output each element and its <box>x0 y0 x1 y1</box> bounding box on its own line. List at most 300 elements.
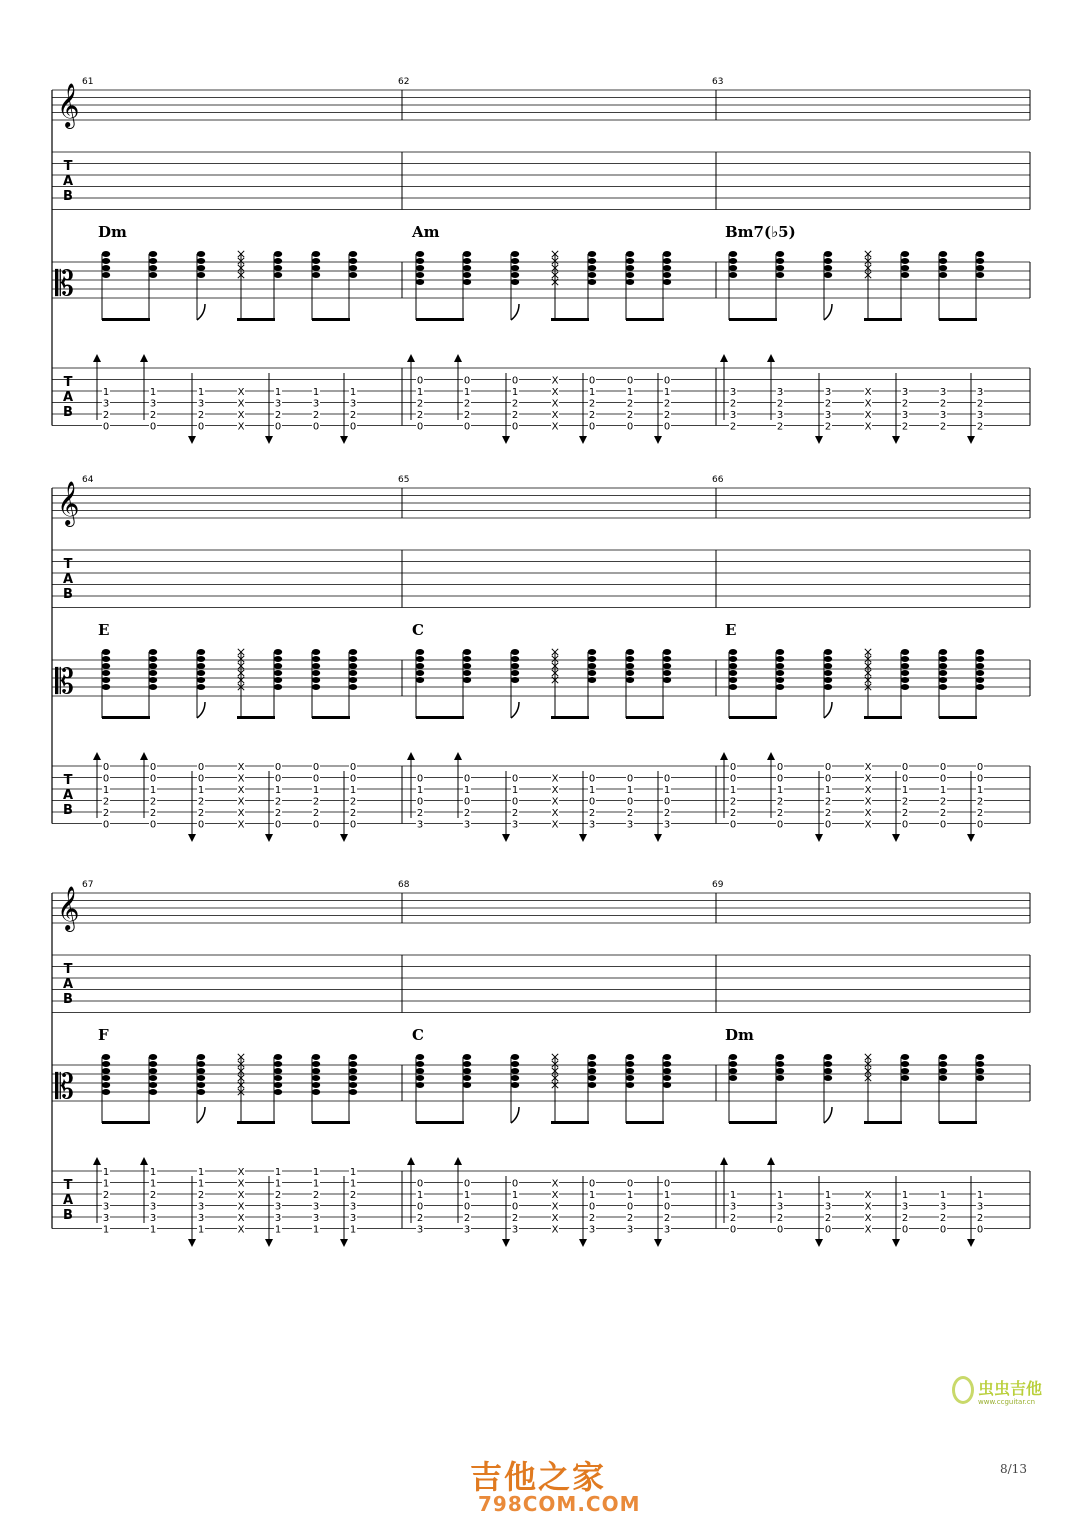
tab-number: 3 <box>901 410 909 421</box>
notehead <box>588 251 596 257</box>
tab-number: 0 <box>976 762 984 773</box>
tab-number: 0 <box>588 773 596 785</box>
notehead <box>416 272 424 278</box>
notehead <box>349 1075 357 1081</box>
notehead <box>901 656 909 662</box>
tab-number: 3 <box>274 1201 282 1213</box>
tab-number: X <box>864 398 872 410</box>
tab-number: 0 <box>197 421 205 433</box>
tab-number: 2 <box>976 398 984 410</box>
notehead <box>729 677 737 683</box>
notehead <box>976 1054 984 1060</box>
notehead <box>463 670 471 676</box>
notehead <box>663 663 671 669</box>
tab-number: X <box>237 762 245 773</box>
tab-label: A <box>62 788 74 803</box>
tab-label: T <box>63 557 73 572</box>
tab-number: 2 <box>729 398 737 410</box>
tab-number: 0 <box>588 1178 596 1190</box>
notehead <box>149 684 157 690</box>
tab-number: 2 <box>976 421 984 433</box>
tab-number: 1 <box>274 387 282 398</box>
notehead <box>776 663 784 669</box>
notehead <box>626 1082 634 1088</box>
tab-number: 0 <box>901 773 909 785</box>
notehead <box>274 1075 282 1081</box>
notehead <box>511 1061 519 1067</box>
beam <box>729 716 777 719</box>
tab-number: 2 <box>776 421 784 433</box>
beam <box>237 1121 275 1124</box>
note-flag <box>824 702 832 718</box>
notehead <box>349 1089 357 1095</box>
tab-number: X <box>237 1201 245 1213</box>
tab-number: 3 <box>626 819 634 831</box>
tab-number: 0 <box>729 762 737 773</box>
strum-down-arrow-icon <box>654 834 662 842</box>
notehead <box>626 279 634 285</box>
notehead <box>197 1089 205 1095</box>
notehead <box>776 258 784 264</box>
tab-number: X <box>237 1167 245 1178</box>
notehead <box>349 272 357 278</box>
notehead <box>312 684 320 690</box>
tab-number: 2 <box>729 808 737 819</box>
tab-number: 3 <box>312 398 320 410</box>
tab-number: 0 <box>102 762 110 773</box>
notehead <box>588 649 596 655</box>
notehead <box>274 1054 282 1060</box>
beam <box>312 1121 350 1124</box>
notehead <box>939 677 947 683</box>
notehead <box>416 1068 424 1074</box>
tab-number: 2 <box>729 796 737 808</box>
notehead <box>588 265 596 271</box>
notehead <box>776 272 784 278</box>
notehead <box>663 1061 671 1067</box>
tab-number: X <box>237 796 245 808</box>
tab-number: 2 <box>588 1213 596 1224</box>
notehead <box>149 656 157 662</box>
notehead <box>588 258 596 264</box>
tab-number: X <box>551 1213 559 1224</box>
notehead <box>976 1075 984 1081</box>
notehead <box>976 1068 984 1074</box>
tab-number: X <box>237 808 245 819</box>
strum-down-arrow-icon <box>967 436 975 444</box>
tab-number: 0 <box>939 1224 947 1236</box>
tab-number: X <box>864 819 872 831</box>
tab-number: 0 <box>663 773 671 785</box>
strum-down-arrow-icon <box>654 436 662 444</box>
tab-number: 0 <box>349 773 357 785</box>
strum-up-arrow-icon <box>454 354 462 362</box>
chord-name: Am <box>412 223 440 241</box>
tab-number: 2 <box>901 398 909 410</box>
notehead <box>939 251 947 257</box>
tab-number: 0 <box>824 762 832 773</box>
notehead <box>149 1054 157 1060</box>
tab-number: 3 <box>197 1201 205 1213</box>
tab-number: 1 <box>197 1178 205 1190</box>
tab-label: A <box>62 390 74 405</box>
tab-number: 0 <box>901 762 909 773</box>
strum-down-arrow-icon <box>892 834 900 842</box>
strum-up-arrow-icon <box>140 752 148 760</box>
notehead <box>901 272 909 278</box>
tab-number: 2 <box>626 808 634 819</box>
tab-number: 2 <box>197 1190 205 1201</box>
notehead <box>312 1068 320 1074</box>
notehead <box>463 649 471 655</box>
tab-number: 3 <box>274 1213 282 1224</box>
notehead <box>729 656 737 662</box>
notehead <box>149 1061 157 1067</box>
strum-up-arrow-icon <box>767 354 775 362</box>
tab-number: 1 <box>312 785 320 796</box>
tab-number: 2 <box>149 808 157 819</box>
tab-number: 0 <box>197 819 205 831</box>
tab-number: 0 <box>416 1201 424 1213</box>
tab-number: X <box>237 421 245 433</box>
note-flag <box>511 702 519 718</box>
notehead <box>197 649 205 655</box>
tab-number: 2 <box>976 1213 984 1224</box>
notehead <box>901 1054 909 1060</box>
tab-number: 1 <box>463 1190 471 1201</box>
beam <box>237 318 275 321</box>
tab-number: 3 <box>149 1213 157 1224</box>
tab-number: 1 <box>312 1178 320 1190</box>
chord-name: Bm7(♭5) <box>725 223 796 241</box>
notehead <box>197 670 205 676</box>
tab-number: 1 <box>312 1224 320 1236</box>
notehead <box>197 1082 205 1088</box>
tab-number: X <box>551 387 559 398</box>
tab-number: 1 <box>976 785 984 796</box>
tab-number: 0 <box>824 1224 832 1236</box>
tab-number: 1 <box>588 387 596 398</box>
tab-number: 0 <box>349 762 357 773</box>
tab-number: 3 <box>102 398 110 410</box>
beam <box>416 318 464 321</box>
tab-number: X <box>551 785 559 796</box>
notehead <box>197 656 205 662</box>
tab-number: X <box>551 375 559 387</box>
tab-number: 2 <box>416 1213 424 1224</box>
tab-number: 1 <box>663 387 671 398</box>
notehead <box>663 258 671 264</box>
strum-down-arrow-icon <box>815 834 823 842</box>
tab-number: 0 <box>663 375 671 387</box>
tab-number: X <box>864 808 872 819</box>
notehead <box>588 1068 596 1074</box>
notehead <box>729 1054 737 1060</box>
notehead <box>312 656 320 662</box>
tab-number: 3 <box>463 1224 471 1236</box>
chord-name: Dm <box>98 223 127 241</box>
notehead <box>349 649 357 655</box>
tab-number: 1 <box>197 1224 205 1236</box>
tab-number: 3 <box>824 1201 832 1213</box>
strum-up-arrow-icon <box>407 1157 415 1165</box>
tab-number: 0 <box>626 375 634 387</box>
tab-number: 1 <box>312 387 320 398</box>
tab-number: 0 <box>626 421 634 433</box>
notehead <box>511 670 519 676</box>
tab-number: 0 <box>939 773 947 785</box>
notehead <box>663 677 671 683</box>
tab-number: 2 <box>463 398 471 410</box>
tab-number: 3 <box>149 1201 157 1213</box>
tab-number: 1 <box>824 785 832 796</box>
tab-number: 2 <box>776 398 784 410</box>
tab-number: X <box>551 819 559 831</box>
notehead <box>274 1089 282 1095</box>
tab-number: 3 <box>102 1213 110 1224</box>
tab-number: 1 <box>626 387 634 398</box>
notehead <box>588 1075 596 1081</box>
notehead <box>663 1054 671 1060</box>
watermark-url: 798COM.COM <box>478 1492 641 1516</box>
notehead <box>149 649 157 655</box>
notehead <box>824 1054 832 1060</box>
notehead <box>511 1068 519 1074</box>
notehead <box>312 265 320 271</box>
tab-number: 0 <box>824 819 832 831</box>
tab-number: 3 <box>312 1201 320 1213</box>
tab-number: X <box>551 1224 559 1236</box>
alto-clef-icon: 𝄡 <box>55 1067 74 1107</box>
notehead <box>588 670 596 676</box>
tab-number: X <box>864 387 872 398</box>
chord-name: E <box>98 621 110 639</box>
tab-number: 0 <box>511 1178 519 1190</box>
notehead <box>197 251 205 257</box>
notehead <box>197 272 205 278</box>
notehead <box>274 265 282 271</box>
tab-number: 0 <box>149 819 157 831</box>
tab-number: 3 <box>663 819 671 831</box>
tab-number: 1 <box>149 785 157 796</box>
tab-number: 2 <box>463 1213 471 1224</box>
beam <box>626 716 664 719</box>
tab-number: 0 <box>663 1178 671 1190</box>
notehead <box>939 272 947 278</box>
notehead <box>776 1054 784 1060</box>
notehead <box>824 251 832 257</box>
beam <box>416 716 464 719</box>
tab-number: 0 <box>274 773 282 785</box>
tab-number: 0 <box>149 773 157 785</box>
tab-number: 0 <box>776 762 784 773</box>
tab-number: X <box>551 410 559 421</box>
strum-down-arrow-icon <box>340 1239 348 1247</box>
tab-number: 0 <box>274 762 282 773</box>
tab-number: 3 <box>824 387 832 398</box>
tab-number: 3 <box>776 387 784 398</box>
tab-number: 0 <box>463 1201 471 1213</box>
strum-down-arrow-icon <box>654 1239 662 1247</box>
notehead <box>511 663 519 669</box>
tab-number: 2 <box>102 808 110 819</box>
notehead <box>463 1061 471 1067</box>
strum-up-arrow-icon <box>93 354 101 362</box>
notehead <box>626 258 634 264</box>
strum-down-arrow-icon <box>340 436 348 444</box>
tab-number: 2 <box>416 398 424 410</box>
tab-number: 3 <box>626 1224 634 1236</box>
tab-number: 0 <box>976 819 984 831</box>
tab-number: X <box>551 808 559 819</box>
notehead <box>511 258 519 264</box>
notehead <box>511 265 519 271</box>
tab-number: 3 <box>729 387 737 398</box>
notehead <box>824 1075 832 1081</box>
notehead <box>901 265 909 271</box>
notehead <box>102 684 110 690</box>
tab-number: 1 <box>274 1167 282 1178</box>
notehead <box>729 663 737 669</box>
notehead <box>312 1075 320 1081</box>
tab-number: 2 <box>511 808 519 819</box>
tab-number: 0 <box>511 421 519 433</box>
notehead <box>349 1061 357 1067</box>
notehead <box>102 656 110 662</box>
notehead <box>149 251 157 257</box>
notehead <box>416 677 424 683</box>
measure-number: 65 <box>398 475 410 485</box>
tab-number: 0 <box>312 773 320 785</box>
tab-number: 2 <box>274 410 282 421</box>
beam <box>237 716 275 719</box>
measure-number: 62 <box>398 77 410 87</box>
strum-down-arrow-icon <box>502 436 510 444</box>
tab-number: 2 <box>824 796 832 808</box>
tab-number: 0 <box>463 773 471 785</box>
notehead <box>312 251 320 257</box>
notehead <box>626 649 634 655</box>
tab-number: 3 <box>663 1224 671 1236</box>
tab-number: 2 <box>901 421 909 433</box>
tab-number: X <box>237 773 245 785</box>
notehead <box>824 684 832 690</box>
tab-label: T <box>63 1178 73 1193</box>
treble-clef-icon: 𝄞 <box>57 886 80 930</box>
notehead <box>102 1089 110 1095</box>
notehead <box>939 258 947 264</box>
tab-number: 1 <box>416 1190 424 1201</box>
notehead <box>939 656 947 662</box>
notehead <box>511 1054 519 1060</box>
treble-clef-icon: 𝄞 <box>57 481 80 525</box>
notehead <box>102 1082 110 1088</box>
tab-number: 0 <box>626 1201 634 1213</box>
tab-number: 2 <box>939 1213 947 1224</box>
tab-number: 0 <box>588 375 596 387</box>
notehead <box>463 279 471 285</box>
tab-number: 3 <box>824 410 832 421</box>
notehead <box>511 251 519 257</box>
notehead <box>976 649 984 655</box>
tab-number: 0 <box>463 421 471 433</box>
tab-number: 1 <box>102 1224 110 1236</box>
notehead <box>312 670 320 676</box>
notehead <box>197 663 205 669</box>
tab-number: 3 <box>511 1224 519 1236</box>
notehead <box>824 670 832 676</box>
tab-number: 1 <box>102 1167 110 1178</box>
notehead <box>901 1075 909 1081</box>
notehead <box>729 1061 737 1067</box>
tab-label: B <box>63 803 73 818</box>
strum-down-arrow-icon <box>579 436 587 444</box>
notehead <box>349 1082 357 1088</box>
notehead <box>102 1075 110 1081</box>
tab-number: 3 <box>197 398 205 410</box>
tab-number: 1 <box>588 785 596 796</box>
notehead <box>901 258 909 264</box>
tab-number: 3 <box>976 1201 984 1213</box>
notehead <box>776 670 784 676</box>
strum-down-arrow-icon <box>188 834 196 842</box>
beam <box>864 318 902 321</box>
tab-number: 3 <box>588 819 596 831</box>
tab-label: T <box>63 773 73 788</box>
tab-number: 0 <box>416 796 424 808</box>
tab-number: 2 <box>274 796 282 808</box>
tab-number: 2 <box>901 1213 909 1224</box>
notehead <box>511 656 519 662</box>
notehead <box>149 265 157 271</box>
notehead <box>349 258 357 264</box>
tab-label: A <box>62 572 74 587</box>
notehead <box>626 272 634 278</box>
notehead <box>939 649 947 655</box>
notehead <box>102 677 110 683</box>
logo-text: 虫虫吉他 <box>978 1379 1043 1398</box>
tab-number: X <box>551 1190 559 1201</box>
tab-number: 1 <box>463 785 471 796</box>
tab-number: 3 <box>312 1213 320 1224</box>
measure-number: 64 <box>82 475 94 485</box>
chord-name: E <box>725 621 737 639</box>
strum-down-arrow-icon <box>265 436 273 444</box>
music-system <box>52 475 1030 842</box>
tab-number: 3 <box>416 1224 424 1236</box>
notehead <box>102 258 110 264</box>
notehead <box>626 1075 634 1081</box>
tab-number: 1 <box>663 1190 671 1201</box>
beam <box>864 1121 902 1124</box>
measure-number: 63 <box>712 77 724 87</box>
tab-number: 0 <box>729 819 737 831</box>
notehead <box>901 1068 909 1074</box>
tab-label: B <box>63 992 73 1007</box>
notehead <box>776 1075 784 1081</box>
notehead <box>349 677 357 683</box>
note-flag <box>197 304 205 320</box>
notehead <box>939 1061 947 1067</box>
notehead <box>416 1082 424 1088</box>
notehead <box>729 649 737 655</box>
notehead <box>626 1068 634 1074</box>
notehead <box>102 649 110 655</box>
notehead <box>274 670 282 676</box>
tab-number: 0 <box>511 773 519 785</box>
music-system <box>52 77 1030 444</box>
notehead <box>463 1075 471 1081</box>
